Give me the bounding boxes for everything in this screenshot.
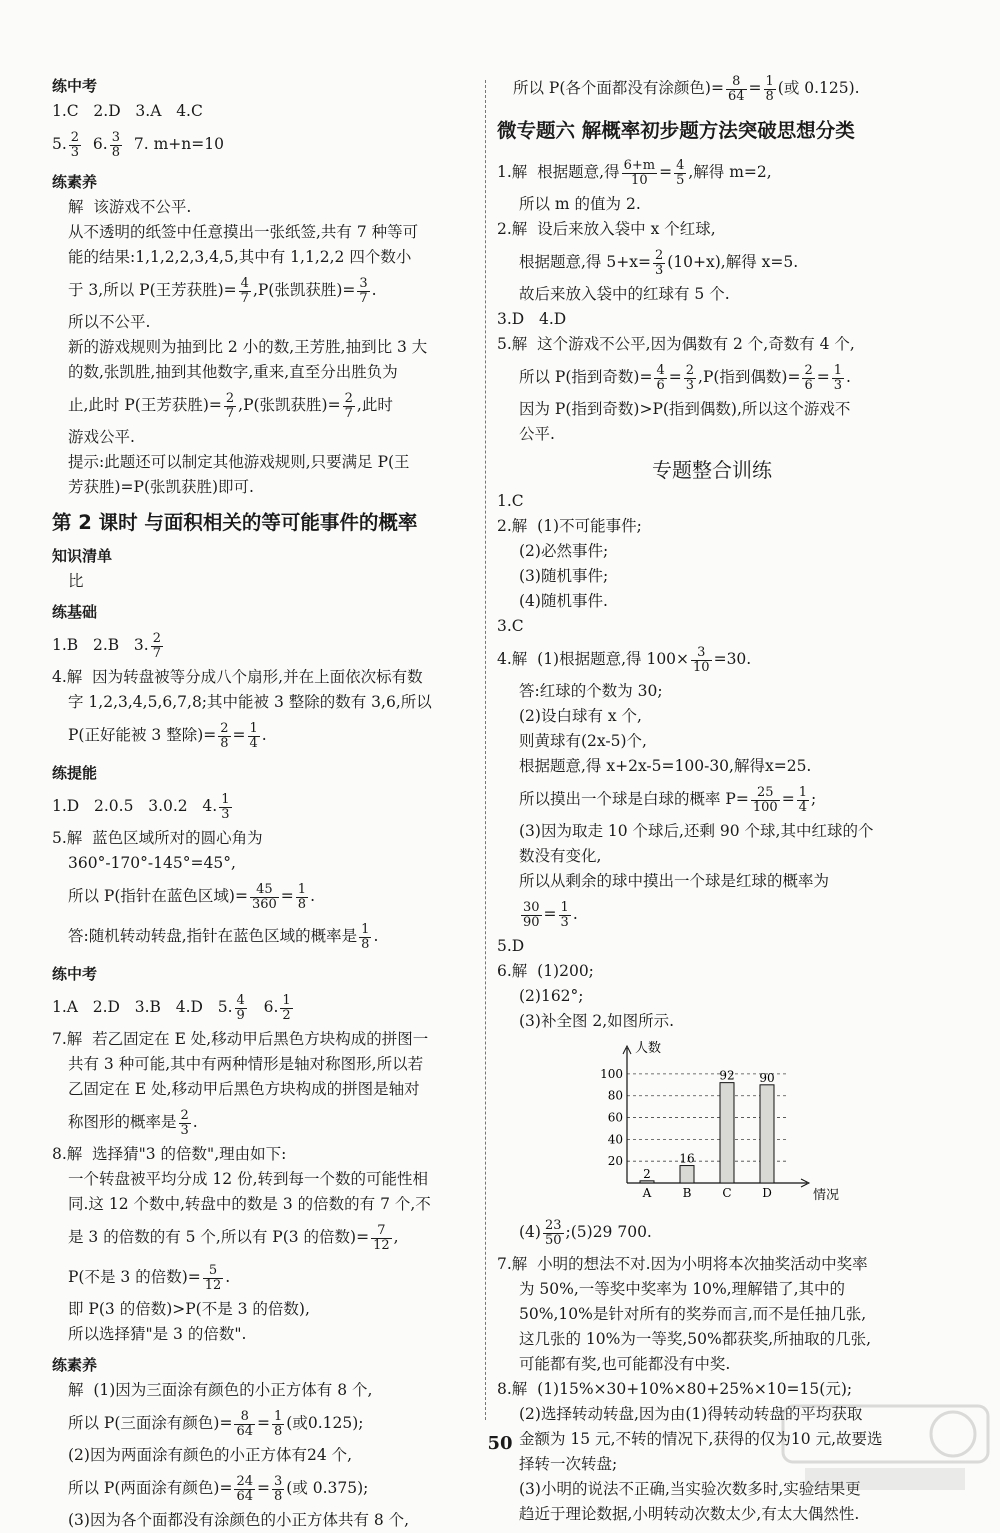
fraction — [343, 392, 355, 421]
text-line: 解 该游戏不公平. — [68, 198, 192, 216]
denominator: 8 — [297, 896, 307, 912]
y-axis-label: 人数 — [635, 1041, 662, 1056]
denominator: 8 — [361, 936, 370, 952]
fraction — [239, 277, 251, 306]
denominator: 6 — [656, 377, 665, 393]
text-line: 新的游戏规则为抽到比 2 小的数,王芳胜,抽到比 3 大 — [68, 338, 428, 356]
data-label: 16 — [679, 1151, 695, 1166]
numerator: 4 — [236, 992, 245, 1008]
y-tick-label: 20 — [607, 1154, 623, 1169]
denominator: 12 — [204, 1277, 222, 1293]
section-heading: 练基础 — [52, 603, 98, 621]
numerator: 3 — [274, 1473, 283, 1489]
fraction — [653, 249, 665, 278]
answer-line: 5.D — [497, 937, 525, 955]
denominator: 9 — [236, 1007, 245, 1023]
text-line: 5.解 这个游戏不公平,因为偶数有 2 个,奇数有 4 个, — [497, 335, 855, 353]
text-line: 所以 P(指到奇数)= $\frac{4}{6}$ = $\frac{2}{3}$ ,P(指到偶数)= $\frac{2}{6}$ = $\frac{1}{3}$ . — [519, 362, 851, 393]
text-line: P(正好能被 3 整除)= $\frac{2}{8}$ = $\frac{1}{4}$ . — [68, 720, 267, 751]
numerator: 30 — [523, 899, 540, 915]
text-line: 5.解 蓝色区域所对的圆心角为 — [52, 829, 263, 847]
bar-chart — [497, 1038, 927, 1208]
text-line: 一个转盘被平均分成 12 份,转到每一个数的可能性相 — [68, 1170, 429, 1188]
numerator: 8 — [234, 1410, 255, 1425]
text-line: 1.解 根据题意,得 $\frac{6+m}{10}$ = $\frac{4}{5}$ ,解得 m=2, — [497, 157, 772, 188]
text-line: 能的结果:1,1,2,2,3,4,5,其中有 1,1,2,2 四个数小 — [68, 248, 412, 266]
numerator: 2 — [70, 129, 80, 145]
text-line: 所以不公平. — [68, 313, 151, 331]
fraction — [832, 364, 844, 393]
numerator: 2 — [225, 390, 235, 406]
denominator: 3 — [654, 262, 664, 278]
fraction — [691, 646, 712, 675]
fraction — [179, 1109, 191, 1138]
bar — [720, 1083, 734, 1183]
text-line: 称图形的概率是 $\frac{2}{3}$ . — [68, 1107, 198, 1138]
data-label: 92 — [719, 1068, 735, 1083]
bar — [760, 1085, 774, 1183]
numerator: 3 — [359, 275, 368, 291]
fraction — [371, 1224, 392, 1253]
fraction — [224, 392, 236, 421]
answer-line: 3.D 4.D — [497, 310, 567, 328]
denominator: 2 — [282, 1007, 291, 1023]
text-line: 数没有变化, — [519, 847, 602, 865]
answer-line: 3.C — [497, 617, 524, 635]
x-tick-label: D — [762, 1186, 772, 1200]
data-label: 2 — [643, 1166, 651, 1181]
section-heading: 知识清单 — [52, 547, 113, 565]
text-line: 因为 P(指到奇数)>P(指到偶数),所以这个游戏不 — [519, 400, 851, 418]
text-line: 8.解 选择猜"3 的倍数",理由如下: — [52, 1145, 287, 1163]
x-tick-label: C — [722, 1186, 732, 1200]
fraction — [802, 364, 814, 393]
numerator: 6+m — [623, 157, 656, 173]
denominator: 3 — [221, 806, 230, 822]
fraction — [559, 901, 571, 930]
y-tick-label: 40 — [607, 1132, 623, 1147]
bar — [680, 1166, 694, 1183]
denominator: 8 — [111, 144, 121, 160]
text-line: (3)补全图 2,如图所示. — [519, 1012, 675, 1030]
text-line: 字 1,2,3,4,5,6,7,8;其中能被 3 整除的数有 3,6,所以 — [68, 693, 432, 711]
watermark-logo — [775, 1400, 1000, 1498]
text-line: (2)必然事件; — [519, 542, 609, 560]
fraction — [234, 1475, 255, 1504]
text-line: 所以 m 的值为 2. — [519, 195, 641, 213]
text-line: 7.解 小明的想法不对.因为小明将本次抽奖活动中奖率 — [497, 1255, 868, 1273]
fraction — [250, 883, 279, 912]
fraction — [654, 364, 666, 393]
denominator: 360 — [251, 896, 277, 912]
numerator: 23 — [544, 1217, 562, 1233]
numerator: 3 — [111, 129, 121, 145]
text-line: 所以 P(指针在蓝色区域)= $\frac{45}{360}$ = $\frac{1}{8}$ . — [68, 881, 315, 912]
numerator: 1 — [221, 791, 230, 807]
denominator: 5 — [676, 172, 685, 188]
text-line: 为 50%,一等奖中奖率为 10%,理解错了,其中的 — [519, 1280, 846, 1298]
text-line: 比 — [68, 572, 84, 590]
fraction — [248, 722, 260, 751]
denominator: 3 — [833, 377, 843, 393]
text-line: 即 P(3 的倍数)>P(不是 3 的倍数), — [68, 1300, 310, 1318]
text-line: (3)小明的说法不正确,当实验次数多时,实验结果更 — [519, 1480, 861, 1498]
numerator: 1 — [560, 899, 569, 915]
numerator: 2 — [220, 720, 229, 736]
numerator: 1 — [249, 720, 258, 736]
fraction — [726, 75, 747, 104]
topic-title: 微专题六 解概率初步题方法突破思想分类 — [497, 119, 855, 142]
text-line: 根据题意,得 x+2x-5=100-30,解得x=25. — [519, 757, 812, 775]
numerator: 5 — [203, 1264, 224, 1279]
denominator: 7 — [225, 405, 235, 421]
denominator: 90 — [523, 914, 540, 930]
lesson-title: 第 2 课时 与面积相关的等可能事件的概率 — [52, 511, 418, 534]
text-line: P(不是 3 的倍数)= $\frac{5}{12}$ . — [68, 1262, 231, 1293]
page-number: 50 — [487, 1433, 513, 1454]
y-tick-label: 80 — [607, 1088, 623, 1103]
text-line: 于 3,所以 P(王芳获胜)= $\frac{4}{7}$ ,P(张凯获胜)= $\frac{3}{7}$ . — [68, 275, 377, 306]
numerator: 24 — [236, 1473, 253, 1489]
text-line: 的数,张凯胜,抽到其他数字,重来,直至分出胜负为 — [68, 363, 398, 381]
text-line: (2)选择转动转盘,因为由(1)得转动转盘的平均获取 — [519, 1405, 863, 1423]
fraction — [751, 786, 780, 815]
denominator: 64 — [236, 1423, 253, 1439]
fraction — [219, 793, 231, 822]
text-line: 提示:此题还可以制定其他游戏规则,只要满足 P(王 — [68, 453, 410, 471]
text-line: 止,此时 P(王芳获胜)= $\frac{2}{7}$ ,P(张凯获胜)= $\frac{2}{7}$ ,此时 — [68, 390, 393, 421]
denominator: 3 — [560, 914, 569, 930]
denominator: 4 — [249, 735, 258, 751]
text-line: 游戏公平. — [68, 428, 135, 446]
text-line: 乙固定在 E 处,移动甲后黑色方块构成的拼图是轴对 — [68, 1080, 420, 1098]
section-heading: 练素养 — [52, 1356, 98, 1374]
denominator: 8 — [274, 1488, 283, 1504]
numerator: 2 — [654, 247, 664, 263]
numerator: 2 — [180, 1107, 189, 1123]
text-line: 根据题意,得 5+x= $\frac{2}{3}$ (10+x),解得 x=5. — [519, 247, 799, 278]
text-line: 这几张的 10%为一等奖,50%都获奖,所抽取的几张, — [519, 1330, 872, 1348]
denominator: 64 — [236, 1488, 253, 1504]
fraction — [797, 786, 809, 815]
answer-line: 1.B 2.B 3. $\frac{2}{7}$ — [52, 630, 161, 661]
denominator: 10 — [693, 659, 710, 675]
text-line: 所以 P(三面涂有颜色)= $\frac{8}{64}$ = $\frac{1}{8}$ (或0.125); — [68, 1408, 364, 1439]
fraction — [203, 1264, 224, 1293]
numerator: 1 — [798, 784, 807, 800]
fraction — [357, 277, 369, 306]
denominator: 3 — [685, 377, 695, 393]
text-line: 50%,10%是针对所有的奖券而言,而不是任抽几张, — [519, 1305, 867, 1323]
fraction — [272, 1475, 284, 1504]
fraction — [684, 364, 696, 393]
y-tick-label: 60 — [607, 1110, 623, 1125]
section-heading: 练素养 — [52, 173, 98, 191]
text-line: 4.解 因为转盘被等分成八个扇形,并在上面依次标有数 — [52, 668, 423, 686]
text-line: (2)设白球有 x 个, — [519, 707, 642, 725]
numerator: 1 — [297, 881, 307, 897]
text-line: 同.这 12 个数中,转盘中的数是 3 的倍数的有 7 个,不 — [68, 1195, 431, 1213]
section-heading: 练中考 — [52, 77, 98, 95]
numerator: 45 — [250, 883, 279, 898]
text-line: 答:随机转动转盘,指针在蓝色区域的概率是 $\frac{1}{8}$ . — [68, 921, 379, 952]
text-line: $\frac{30}{90}$ = $\frac{1}{3}$ . — [523, 899, 578, 930]
text-line: 6.解 (1)200; — [497, 962, 594, 980]
fraction — [622, 159, 658, 188]
answer-line: 1.C 2.D 3.A 4.C — [52, 102, 203, 120]
denominator: 4 — [798, 799, 807, 815]
text-line: (3)随机事件; — [519, 567, 609, 585]
denominator: 3 — [180, 1122, 189, 1138]
left-column — [52, 68, 477, 1533]
fraction — [296, 883, 308, 912]
denominator: 12 — [373, 1237, 390, 1253]
numerator: 4 — [656, 362, 665, 378]
section-title: 专题整合训练 — [652, 458, 772, 482]
fraction — [764, 75, 776, 104]
answer-line: 1.A 2.D 3.B 4.D 5. $\frac{4}{9}$ 6. $\frac{1}{2}$ — [52, 992, 291, 1023]
section-heading: 练提能 — [52, 764, 98, 782]
fraction — [110, 131, 122, 160]
fraction — [674, 159, 686, 188]
fraction — [235, 994, 247, 1023]
text-line: 答:红球的个数为 30; — [519, 682, 663, 700]
x-tick-label: A — [642, 1186, 652, 1200]
text-line: 解 (1)因为三面涂有颜色的小正方体有 8 个, — [68, 1381, 373, 1399]
text-line: 360°-170°-145°=45°, — [68, 854, 236, 872]
denominator: 8 — [765, 88, 774, 104]
text-line: 7.解 若乙固定在 E 处,移动甲后黑色方块构成的拼图一 — [52, 1030, 429, 1048]
answer-line: 1.C — [497, 492, 524, 510]
text-line: 所以 P(各个面都没有涂颜色)= $\frac{8}{64}$ = $\frac{1}{8}$ (或 0.125). — [513, 73, 860, 104]
text-line: 趋近于理论数据,小明转动次数太少,有太大偶然性. — [519, 1505, 860, 1523]
numerator: 4 — [676, 157, 685, 173]
numerator: 4 — [240, 275, 249, 291]
text-line: 2.解 设后来放入袋中 x 个红球, — [497, 220, 716, 238]
answer-line: 1.D 2.0.5 3.0.2 4. $\frac{1}{3}$ — [52, 791, 230, 822]
text-line: 可能都有奖,也可能都没有中奖. — [519, 1355, 731, 1373]
text-line: 金额为 15 元,不转的情况下,获得的仅为10 元,故要选 — [519, 1430, 883, 1448]
answer-line: 5. $\frac{2}{3}$ 6. $\frac{3}{8}$ 7. m+n=10 — [52, 129, 224, 160]
numerator: 1 — [361, 921, 370, 937]
text-line: (2)162°; — [519, 987, 584, 1005]
text-line: 所以 P(两面涂有颜色)= $\frac{24}{64}$ = $\frac{3}{8}$ (或 0.375); — [68, 1473, 369, 1504]
fraction — [359, 923, 371, 952]
column-divider — [485, 80, 486, 1420]
text-line: 是 3 的倍数的有 5 个,所以有 P(3 的倍数)= $\frac{7}{12}$ , — [68, 1222, 399, 1253]
text-line: 则黄球有(2x-5)个, — [519, 732, 647, 750]
text-line: 共有 3 种可能,其中有两种情形是轴对称图形,所以若 — [68, 1055, 424, 1073]
text-line: 故后来放入袋中的红球有 5 个. — [519, 285, 730, 303]
denominator: 3 — [70, 144, 80, 160]
denominator: 7 — [152, 645, 161, 661]
numerator: 2 — [152, 630, 161, 646]
numerator: 1 — [833, 362, 843, 378]
numerator: 3 — [691, 646, 712, 661]
fraction — [151, 632, 163, 661]
fraction — [218, 722, 230, 751]
denominator: 7 — [344, 405, 353, 421]
bar — [640, 1181, 654, 1183]
fraction — [69, 131, 81, 160]
text-line: (4)随机事件. — [519, 592, 608, 610]
fraction — [521, 901, 542, 930]
numerator: 2 — [685, 362, 695, 378]
denominator: 100 — [752, 799, 778, 815]
text-line: 所以选择猜"是 3 的倍数". — [68, 1325, 247, 1343]
text-line: (4) $\frac{23}{50}$ ;(5)29 700. — [519, 1217, 652, 1248]
text-line: 2.解 (1)不可能事件; — [497, 517, 642, 535]
y-tick-label: 100 — [600, 1066, 623, 1081]
numerator: 1 — [765, 73, 774, 89]
denominator: 8 — [274, 1423, 283, 1439]
text-line: 公平. — [519, 425, 555, 443]
denominator: 7 — [359, 290, 368, 306]
denominator: 50 — [544, 1232, 562, 1248]
data-label: 90 — [759, 1070, 775, 1085]
denominator: 7 — [240, 290, 249, 306]
x-tick-label: B — [682, 1186, 692, 1200]
text-line: (3)因为取走 10 个球后,还剩 90 个球,其中红球的个 — [519, 822, 874, 840]
text-line: 择转一次转盘; — [519, 1455, 618, 1473]
text-line: 所以摸出一个球是白球的概率 P= $\frac{25}{100}$ = $\frac{1}{4}$ ; — [519, 784, 817, 815]
x-axis-label: 情况 — [813, 1188, 840, 1203]
numerator: 8 — [726, 75, 747, 90]
text-line: (3)因为各个面都没有涂颜色的小正方体共有 8 个, — [68, 1511, 410, 1529]
denominator: 64 — [727, 88, 745, 104]
numerator: 1 — [282, 992, 291, 1008]
numerator: 1 — [274, 1408, 283, 1424]
numerator: 2 — [804, 362, 813, 378]
numerator: 25 — [751, 786, 780, 801]
right-column — [497, 68, 927, 1527]
text-line: 8.解 (1)15%×30+10%×80+25%×10=15(元); — [497, 1380, 853, 1398]
denominator: 6 — [804, 377, 813, 393]
fraction — [280, 994, 292, 1023]
numerator: 2 — [344, 390, 353, 406]
numerator: 7 — [371, 1224, 392, 1239]
denominator: 10 — [631, 172, 648, 188]
fraction — [543, 1219, 564, 1248]
text-line: 4.解 (1)根据题意,得 100× $\frac{3}{10}$ =30. — [497, 644, 752, 675]
text-line: 所以从剩余的球中摸出一个球是红球的概率为 — [519, 872, 830, 890]
denominator: 8 — [220, 735, 229, 751]
text-line: 从不透明的纸签中任意摸出一张纸签,共有 7 种等可 — [68, 223, 419, 241]
text-line: (2)因为两面涂有颜色的小正方体有24 个, — [68, 1446, 353, 1464]
solution-block — [52, 195, 477, 500]
section-heading: 练中考 — [52, 965, 98, 983]
text-line: 芳获胜)=P(张凯获胜)即可. — [68, 478, 254, 496]
